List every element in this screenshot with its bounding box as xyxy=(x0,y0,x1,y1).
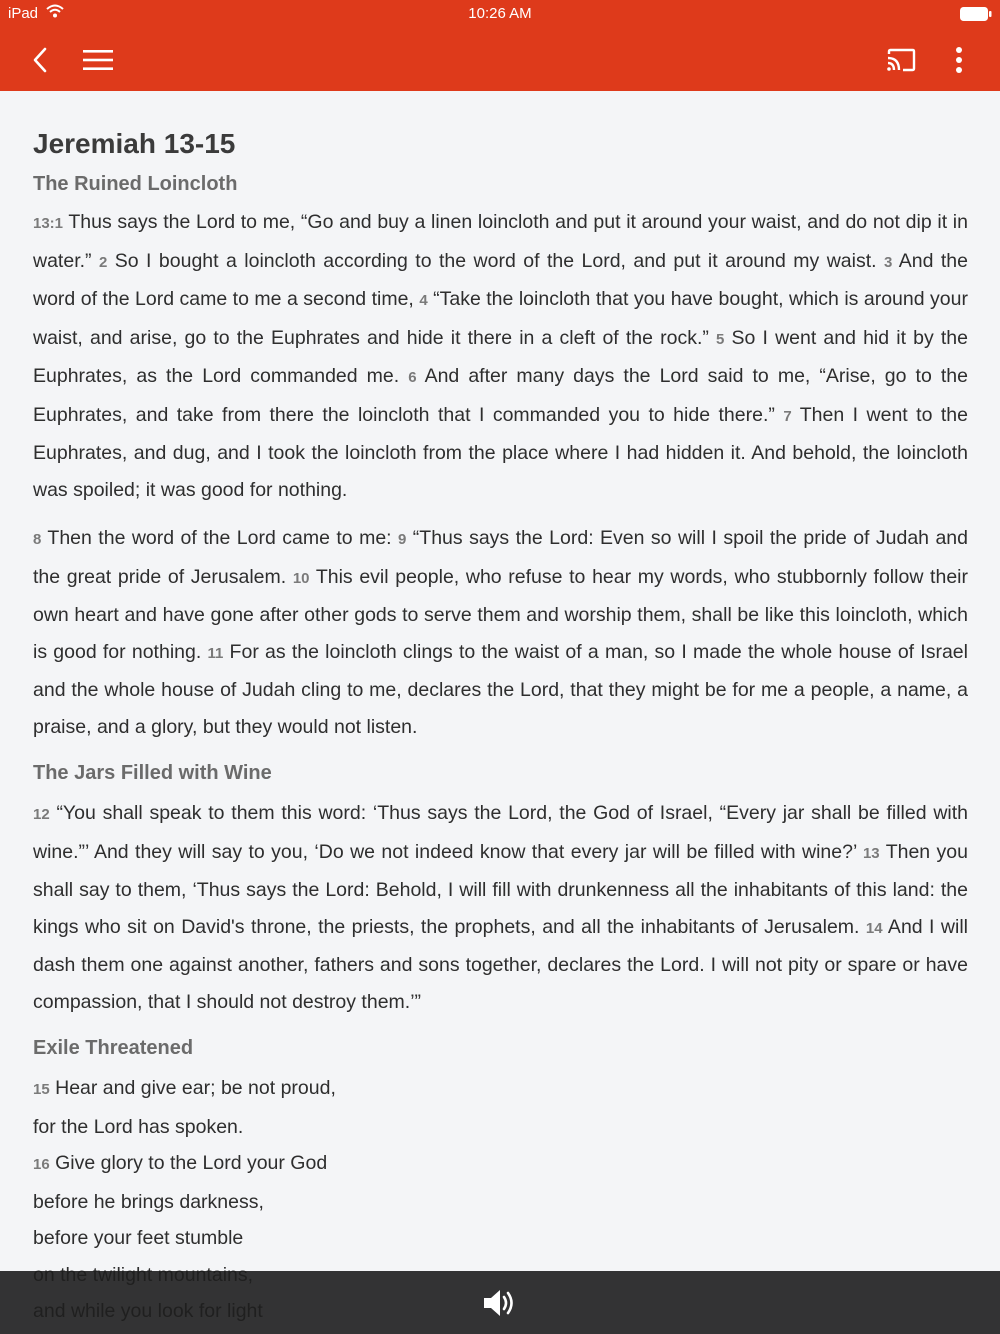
more-vertical-icon xyxy=(955,46,963,74)
verse-text: Give glory to the Lord your God xyxy=(49,1152,328,1174)
verse-number[interactable]: 8 xyxy=(33,531,42,548)
verse-text: before he brings darkness, xyxy=(33,1190,264,1213)
verse-number[interactable]: 7 xyxy=(783,407,792,425)
scripture-paragraph xyxy=(33,795,968,1020)
audio-bar xyxy=(0,1271,1000,1334)
navigation-bar xyxy=(0,28,1000,91)
scripture-paragraph xyxy=(33,204,968,508)
verse-number[interactable]: 11 xyxy=(207,644,224,662)
verse-text: before your feet stumble xyxy=(33,1227,244,1249)
speaker-icon xyxy=(482,1288,518,1318)
verse-text: for the Lord has spoken. xyxy=(33,1115,244,1138)
poetry-line xyxy=(33,1220,968,1257)
status-bar xyxy=(0,0,1000,28)
verse-text: “Take the loincloth that you have bought, which is around your waist, and arise, go to the Euphrates and hide it there in a cleft of the rock.” xyxy=(33,288,968,349)
verse-text: Thus says the Lord to me, “Go and buy a linen loincloth and put it around your waist, and do not dip it in water.” xyxy=(33,211,968,272)
section-heading: The Ruined Loincloth xyxy=(33,173,238,195)
verse-number[interactable]: 15 xyxy=(33,1081,50,1098)
section-heading: Exile Threatened xyxy=(33,1037,194,1059)
verse-text: Hear and give ear; be not proud, xyxy=(49,1077,336,1099)
carrier-label: iPad xyxy=(8,5,39,22)
verse-number[interactable]: 5 xyxy=(716,330,725,348)
status-time: 10:26 AM xyxy=(468,5,532,22)
verse-text: So I bought a loincloth according to the word of the Lord, and put it around my waist. xyxy=(107,249,885,272)
verse-text: And after many days the Lord said to me, “Arise, go to the Euphrates, and take from there the loincloth that I commanded you to hide there.” xyxy=(33,365,968,426)
chapter-content xyxy=(33,91,968,1330)
verse-text: For as the loincloth clings to the waist of a man, so I made the whole house of Israel and the whole house of Judah cling to me, declares the Lord, that they might be for me a people, a name, a praise, and a glory, but they would not listen. xyxy=(33,640,968,738)
verse-text: And the word of the Lord came to me a second time, xyxy=(33,249,968,310)
verse-text: This evil people, who refuse to hear my words, who stubbornly follow their own heart and have gone after other gods to serve them and worship them, shall be like this loincloth, which is good for nothing. xyxy=(33,565,968,663)
top-app-bar xyxy=(0,0,1000,91)
poetry-line xyxy=(33,1070,968,1109)
back-chevron-icon xyxy=(32,47,48,73)
menu-button[interactable] xyxy=(76,38,120,82)
verse-text: “You shall speak to them this word: ‘Thus says the Lord, the God of Israel, “Every jar shall be filled with wine.”’ And they will say to you, ‘Do we not indeed know that every jar will be filled with wine?’ xyxy=(33,802,968,863)
verse-number[interactable]: 4 xyxy=(419,292,428,309)
verse-number[interactable]: 16 xyxy=(33,1156,50,1173)
verse-number[interactable]: 13:1 xyxy=(33,215,64,232)
back-button[interactable] xyxy=(18,38,62,82)
poetry-line xyxy=(33,1145,968,1184)
more-options-button[interactable] xyxy=(937,38,981,82)
battery-icon xyxy=(960,7,992,21)
hamburger-menu-icon xyxy=(83,49,113,71)
verse-text: And I will dash them one against another, fathers and sons together, declares the Lord. I will not pity or spare or have compassion, that I should not destroy them.’” xyxy=(33,915,968,1013)
verse-number[interactable]: 9 xyxy=(398,531,407,548)
poetry-line xyxy=(33,1109,968,1146)
verse-text: Then you shall say to them, ‘Thus says the Lord: Behold, I will fill with drunkenness all the inhabitants of this land: the kings who sit on David's throne, the priests, the prophets, and all the inhabitants of Jerusalem. xyxy=(33,840,968,938)
verse-number[interactable]: 6 xyxy=(408,369,417,386)
verse-number[interactable]: 10 xyxy=(292,569,310,587)
cast-button[interactable] xyxy=(879,38,923,82)
scripture-paragraph xyxy=(33,520,968,745)
verse-number[interactable]: 3 xyxy=(884,253,893,271)
verse-number[interactable]: 13 xyxy=(862,844,880,862)
cast-icon xyxy=(886,48,916,72)
chapter-title: Jeremiah 13-15 xyxy=(33,128,236,159)
section-heading: The Jars Filled with Wine xyxy=(33,762,272,784)
verse-number[interactable]: 2 xyxy=(98,253,108,271)
verse-number[interactable]: 12 xyxy=(33,806,50,823)
audio-play-button[interactable] xyxy=(478,1283,522,1323)
verse-text: So I went and hid it by the Euphrates, as the Lord commanded me. xyxy=(33,326,969,387)
verse-text: Then I went to the Euphrates, and dug, and I took the loincloth from the place where I had hidden it. And behold, the loincloth was spoiled; it was good for nothing. xyxy=(33,403,968,501)
verse-text: Then the word of the Lord came to me: xyxy=(41,527,399,549)
verse-number[interactable]: 14 xyxy=(865,919,883,937)
poetry-line xyxy=(33,1184,968,1221)
verse-text: “Thus says the Lord: Even so will I spoil the pride of Judah and the great pride of Jerusalem. xyxy=(33,527,969,588)
